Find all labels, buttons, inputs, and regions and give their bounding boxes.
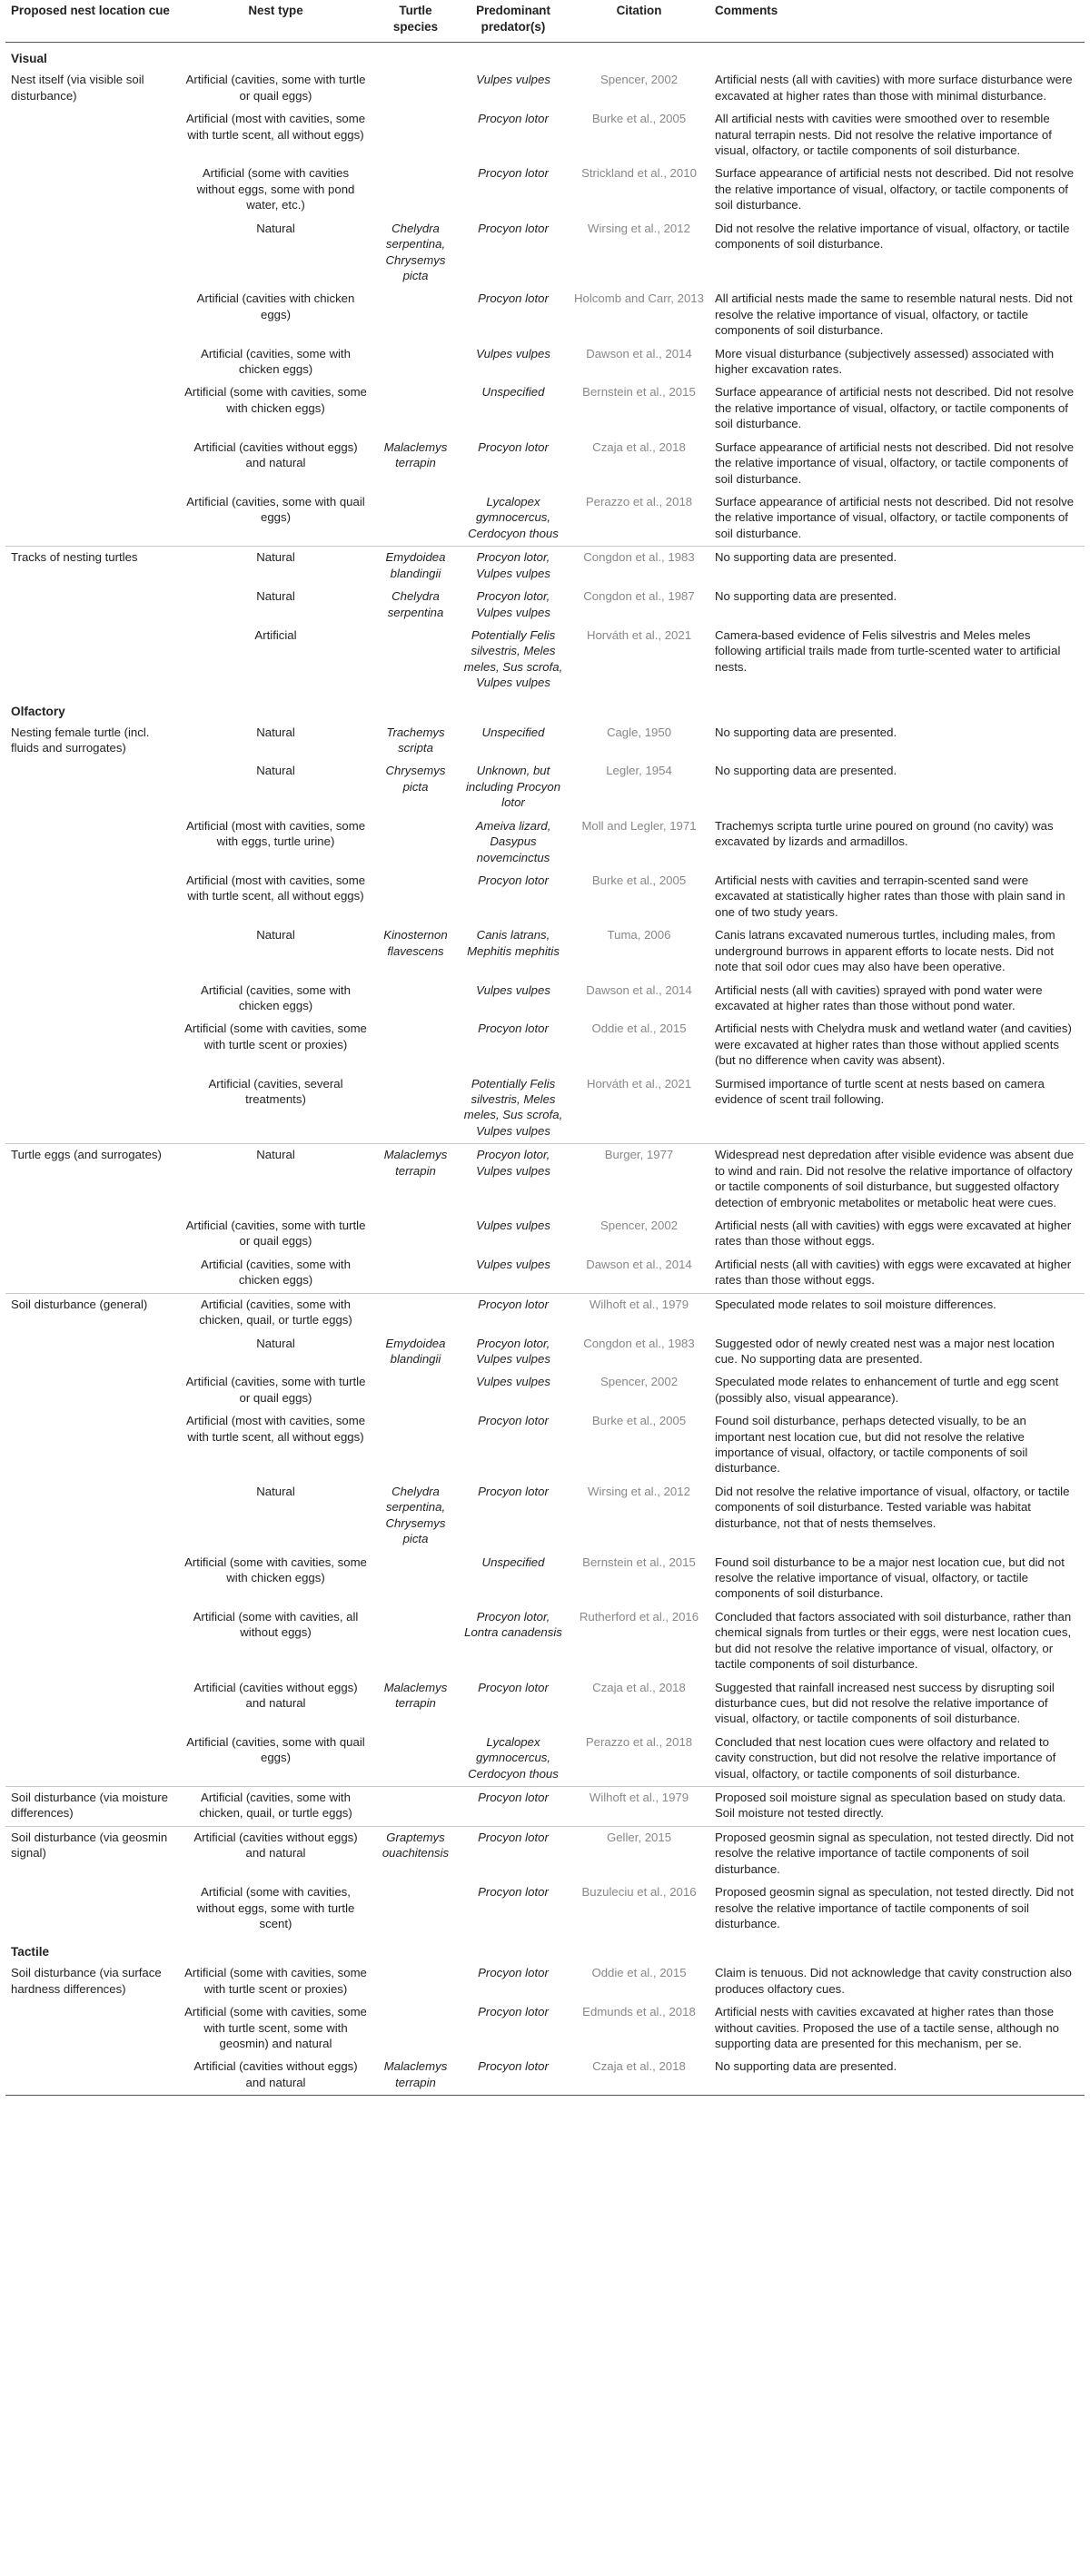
row-citation-cell: Czaja et al., 2018: [592, 1680, 686, 1694]
row-predator-cell: Unspecified: [481, 1554, 545, 1569]
table-row: [5, 2056, 1085, 2095]
table-row: [5, 870, 1085, 924]
table-row: [5, 1073, 1085, 1144]
row-nest-type-cell: Artificial (some with cavities, without eggs, some with turtle scent): [196, 1885, 355, 1931]
row-predator-cell: Procyon lotor: [458, 1787, 569, 1827]
row-species-cell: [373, 815, 458, 870]
table-row: [5, 980, 1085, 1019]
row-comment-cell: Suggested that rainfall increased nest success by disrupting soil disturbance cues, but did not resolve the relative importance of visual, olfactory, or tactile components of soil disturbance.: [715, 1680, 1055, 1726]
row-nest-type-cell: Artificial (some with cavities without eggs, some with pond water, etc.): [196, 166, 355, 212]
row-species-cell: Malaclemys terrapin: [373, 2056, 458, 2095]
row-cue-cell: [5, 288, 178, 342]
row-citation-cell: Geller, 2015: [569, 1826, 709, 1881]
row-comment-cell: No supporting data are presented.: [715, 589, 897, 604]
row-cue-cell: Soil disturbance (general): [5, 1293, 178, 1332]
row-comment-cell: Artificial nests with cavities and terrapin-scented sand were excavated at statistically higher rates than those with plain sand in one of two study years.: [715, 873, 1065, 919]
row-predator-cell: Potentially Felis silvestris, Meles meles, Sus scrofa, Vulpes vulpes: [463, 627, 563, 690]
row-cue-cell: [5, 1410, 178, 1481]
row-predator-cell: Procyon lotor: [478, 1680, 549, 1694]
row-cue-cell: [5, 1677, 178, 1732]
row-nest-type-cell: Natural: [256, 589, 295, 604]
section-title: Olfactory: [11, 704, 65, 718]
row-comment-cell: Speculated mode relates to soil moisture differences.: [709, 1293, 1085, 1332]
table-header: [5, 0, 1085, 43]
row-species-cell: [373, 980, 458, 1019]
row-nest-type-cell: Artificial (cavities without eggs) and natural: [193, 1680, 358, 1710]
row-species-cell: [373, 2001, 458, 2056]
table-row: [5, 163, 1085, 217]
row-predator-cell: Procyon lotor, Vulpes vulpes: [458, 1144, 569, 1215]
row-citation-cell: Edmunds et al., 2018: [582, 2005, 696, 2019]
row-cue-cell: Soil disturbance (via geosmin signal): [5, 1826, 178, 1881]
table-row: [5, 491, 1085, 547]
row-citation-cell: Wirsing et al., 2012: [588, 221, 690, 235]
row-citation-cell: Spencer, 2002: [600, 1218, 679, 1232]
row-comment-cell: No supporting data are presented.: [715, 764, 897, 778]
table-row: [5, 924, 1085, 979]
row-species-cell: [373, 1732, 458, 1787]
row-citation-cell: Congdon et al., 1983: [583, 1336, 695, 1350]
row-nest-type-cell: Artificial (cavities, some with turtle or quail eggs): [185, 73, 366, 103]
row-citation-cell: Oddie et al., 2015: [591, 1966, 687, 1980]
row-comment-cell: Surface appearance of artificial nests not described. Did not resolve the relative importance of visual, olfactory, or tactile components of soil disturbance.: [715, 495, 1075, 540]
row-citation-cell: Perazzo et al., 2018: [585, 495, 693, 509]
table-row: [5, 1826, 1085, 1881]
table-row: [5, 815, 1085, 870]
row-predator-cell: Procyon lotor, Vulpes vulpes: [458, 547, 569, 586]
row-citation-cell: Burke et al., 2005: [591, 112, 687, 126]
row-species-cell: Trachemys scripta: [386, 725, 445, 755]
row-nest-type-cell: Artificial (some with cavities, some with chicken eggs): [184, 385, 367, 415]
row-cue-cell: [5, 625, 178, 696]
table-row: [5, 1215, 1085, 1254]
section-title: Tactile: [11, 1945, 50, 1959]
row-comment-cell: Surface appearance of artificial nests not described. Did not resolve the relative importance of visual, olfactory, or tactile components of soil disturbance.: [715, 166, 1075, 212]
row-citation-cell: Spencer, 2002: [600, 73, 679, 87]
header-citation: Citation: [569, 0, 709, 43]
row-citation-cell: Rutherford et al., 2016: [579, 1609, 699, 1624]
row-citation-cell: Cagle, 1950: [606, 725, 672, 739]
row-citation-cell: Holcomb and Carr, 2013: [574, 291, 704, 306]
row-species-cell: [373, 1018, 458, 1072]
row-nest-type-cell: Natural: [178, 547, 373, 586]
row-comment-cell: Artificial nests (all with cavities) with more surface disturbance were excavated at higher rates than those with minimal disturbance.: [715, 73, 1073, 103]
row-predator-cell: Procyon lotor: [478, 873, 549, 887]
row-predator-cell: Potentially Felis silvestris, Meles meles, Sus scrofa, Vulpes vulpes: [463, 1076, 563, 1138]
row-species-cell: [373, 1293, 458, 1332]
row-cue-cell: [5, 1254, 178, 1293]
row-cue-cell: [5, 2056, 178, 2095]
row-cue-cell: [5, 586, 178, 625]
row-cue-cell: [5, 108, 178, 163]
section-title: Visual: [11, 52, 47, 66]
table-row: [5, 2001, 1085, 2056]
row-nest-type-cell: Artificial (cavities with chicken eggs): [196, 291, 355, 321]
row-citation-cell: Spencer, 2002: [600, 1375, 679, 1389]
row-predator-cell: Vulpes vulpes: [476, 1375, 550, 1389]
table-row: [5, 218, 1085, 289]
row-species-cell: [373, 1881, 458, 1936]
row-species-cell: [373, 1962, 458, 2001]
row-cue-cell: [5, 1881, 178, 1936]
row-species-cell: [373, 1254, 458, 1293]
section-header-row: [5, 696, 1085, 722]
row-citation-cell: Wilhoft et al., 1979: [569, 1293, 709, 1332]
row-nest-type-cell: Artificial (cavities without eggs) and natural: [178, 1826, 373, 1881]
header-row: [5, 0, 1085, 43]
row-predator-cell: Procyon lotor: [478, 1022, 549, 1036]
row-nest-type-cell: Natural: [178, 1144, 373, 1215]
row-citation-cell: Perazzo et al., 2018: [585, 1734, 693, 1749]
table-row: [5, 1552, 1085, 1606]
row-predator-cell: Procyon lotor, Vulpes vulpes: [476, 1336, 550, 1366]
row-nest-type-cell: Artificial (cavities, some with quail eggs): [186, 495, 365, 525]
row-cue-cell: [5, 343, 178, 382]
row-comment-cell: No supporting data are presented.: [709, 2056, 1085, 2095]
row-citation-cell: Dawson et al., 2014: [586, 346, 692, 360]
row-comment-cell: Artificial nests with cavities excavated at higher rates than those without cavities. Proposed the use of a tactile sense, although no supporting data are presented for this mechanism, per se.: [715, 2005, 1060, 2051]
row-nest-type-cell: Artificial (cavities without eggs) and natural: [193, 439, 358, 470]
row-nest-type-cell: Artificial (cavities, some with quail eggs): [186, 1734, 365, 1765]
nest-cue-table: [5, 0, 1085, 2096]
row-citation-cell: Horváth et al., 2021: [586, 1076, 692, 1091]
row-predator-cell: Vulpes vulpes: [476, 73, 550, 87]
row-cue-cell: Soil disturbance (via surface hardness differences): [11, 1966, 162, 1996]
row-citation-cell: Bernstein et al., 2015: [582, 1554, 696, 1569]
row-predator-cell: Procyon lotor: [478, 166, 549, 181]
table-body: [5, 43, 1085, 2096]
row-nest-type-cell: Artificial (cavities, some with chicken, quail, or turtle eggs): [178, 1787, 373, 1827]
row-citation-cell: Dawson et al., 2014: [586, 1257, 692, 1271]
row-predator-cell: Procyon lotor: [458, 1293, 569, 1332]
row-cue-cell: [5, 1333, 178, 1372]
row-nest-type-cell: Natural: [256, 221, 295, 235]
row-predator-cell: Procyon lotor: [478, 1885, 549, 1900]
row-comment-cell: Proposed geosmin signal as speculation, not tested directly. Did not resolve the relative importance of tactile components of soil disturbance.: [709, 1826, 1085, 1881]
row-nest-type-cell: Natural: [256, 764, 295, 778]
row-species-cell: Chelydra serpentina: [387, 589, 444, 619]
row-comment-cell: No supporting data are presented.: [715, 725, 897, 739]
table-row: [5, 1787, 1085, 1827]
row-nest-type-cell: Artificial (cavities, some with chicken, quail, or turtle eggs): [178, 1293, 373, 1332]
row-cue-cell: [5, 381, 178, 436]
row-species-cell: Emydoidea blandingii: [373, 547, 458, 586]
section-header-row: [5, 1936, 1085, 1962]
row-cue-cell: [5, 815, 178, 870]
row-citation-cell: Oddie et al., 2015: [591, 1022, 687, 1036]
row-cue-cell: [5, 1371, 178, 1410]
row-species-cell: [373, 163, 458, 217]
row-predator-cell: Procyon lotor: [478, 291, 549, 306]
row-comment-cell: Artificial nests with Chelydra musk and wetland water (and cavities) were excavated at higher rates than those without applied scents (but no difference when cavity was absent).: [715, 1022, 1072, 1068]
table-row: [5, 381, 1085, 436]
row-cue-cell: [5, 870, 178, 924]
row-citation-cell: Wirsing et al., 2012: [588, 1484, 690, 1498]
row-citation-cell: Bernstein et al., 2015: [582, 385, 696, 400]
row-citation-cell: Burger, 1977: [569, 1144, 709, 1215]
row-comment-cell: Proposed geosmin signal as speculation, not tested directly. Did not resolve the relative importance of tactile components of soil disturbance.: [715, 1885, 1074, 1931]
row-species-cell: [373, 343, 458, 382]
row-species-cell: Malaclemys terrapin: [383, 1680, 448, 1710]
row-cue-cell: [5, 218, 178, 289]
table-row: [5, 437, 1085, 491]
row-cue-cell: Tracks of nesting turtles: [5, 547, 178, 586]
header-cue: Proposed nest location cue: [5, 0, 178, 43]
row-predator-cell: Procyon lotor: [478, 1414, 549, 1428]
row-nest-type-cell: Artificial: [254, 627, 297, 642]
row-predator-cell: Lycalopex gymnocercus, Cerdocyon thous: [468, 495, 559, 540]
row-species-cell: [373, 108, 458, 163]
row-comment-cell: Artificial nests (all with cavities) sprayed with pond water were excavated at higher rates than those without pond water.: [715, 982, 1043, 1012]
row-nest-type-cell: Natural: [256, 1484, 295, 1498]
row-species-cell: [373, 1215, 458, 1254]
header-comments: Comments: [709, 0, 1085, 43]
row-citation-cell: Horváth et al., 2021: [586, 627, 692, 642]
row-species-cell: [373, 381, 458, 436]
row-predator-cell: Vulpes vulpes: [476, 1218, 550, 1232]
row-nest-type-cell: Artificial (most with cavities, some with turtle scent, all without eggs): [185, 873, 366, 903]
row-citation-cell: Burke et al., 2005: [591, 1414, 687, 1428]
row-cue-cell: [5, 980, 178, 1019]
row-citation-cell: Moll and Legler, 1971: [581, 818, 697, 833]
row-nest-type-cell: Artificial (cavities, some with turtle or quail eggs): [185, 1375, 366, 1405]
row-species-cell: [373, 1606, 458, 1677]
row-predator-cell: Procyon lotor: [478, 221, 549, 235]
row-citation-cell: Strickland et al., 2010: [581, 166, 697, 181]
header-turtle-species: Turtle species: [373, 0, 458, 43]
row-nest-type-cell: Artificial (some with cavities, some with turtle scent, some with geosmin) and natural: [184, 2005, 367, 2051]
row-species-cell: [373, 1371, 458, 1410]
row-cue-cell: [5, 491, 178, 547]
row-comment-cell: Surmised importance of turtle scent at nests based on camera evidence of scent trail following.: [715, 1076, 1045, 1107]
row-comment-cell: Suggested odor of newly created nest was a major nest location cue. No supporting data are presented.: [715, 1336, 1055, 1366]
row-cue-cell: [5, 1215, 178, 1254]
row-comment-cell: Artificial nests (all with cavities) with eggs were excavated at higher rates than those without eggs.: [715, 1257, 1072, 1288]
table-row: [5, 288, 1085, 342]
row-cue-cell: [5, 924, 178, 979]
table-row: [5, 343, 1085, 382]
row-nest-type-cell: Artificial (cavities, some with chicken eggs): [201, 1257, 351, 1288]
row-cue-cell: [5, 1552, 178, 1606]
row-citation-cell: Dawson et al., 2014: [586, 982, 692, 997]
row-nest-type-cell: Artificial (cavities, some with chicken eggs): [201, 346, 351, 377]
table-row: [5, 1018, 1085, 1072]
row-citation-cell: Congdon et al., 1983: [569, 547, 709, 586]
row-predator-cell: Vulpes vulpes: [476, 346, 550, 360]
row-comment-cell: Found soil disturbance to be a major nest location cue, but did not resolve the relative importance of visual, olfactory, or tactile components of soil disturbance.: [715, 1554, 1065, 1601]
table-row: [5, 1606, 1085, 1677]
table-row: [5, 1371, 1085, 1410]
row-comment-cell: Widespread nest depredation after visible evidence was absent due to wind and rain. Did not resolve the relative importance of olfactory or tactile components of soil disturbance, but suggested olfactory detection of embryonic metabolites or metabolic heat were cues.: [709, 1144, 1085, 1215]
row-species-cell: Emydoidea blandingii: [385, 1336, 446, 1366]
row-predator-cell: Procyon lotor: [478, 112, 549, 126]
row-nest-type-cell: Artificial (some with cavities, some with turtle scent or proxies): [184, 1966, 367, 1996]
table-row: [5, 108, 1085, 163]
row-predator-cell: Procyon lotor, Lontra canadensis: [464, 1609, 562, 1640]
row-comment-cell: Trachemys scripta turtle urine poured on ground (no cavity) was excavated by lizards and armadillos.: [715, 818, 1054, 849]
row-citation-cell: Congdon et al., 1987: [583, 589, 695, 604]
row-comment-cell: Camera-based evidence of Felis silvestris and Meles meles following artificial trails made from turtle-scented water to artificial nests.: [715, 627, 1061, 674]
table-row: [5, 722, 1085, 761]
row-species-cell: Kinosternon flavescens: [383, 928, 448, 958]
row-comment-cell: Concluded that nest location cues were olfactory and related to cavity construction, but did not resolve the relative importance of visual, olfactory, or tactile components of soil disturbance.: [715, 1734, 1056, 1781]
table-row: [5, 1481, 1085, 1552]
row-nest-type-cell: Artificial (cavities, some with turtle or quail eggs): [185, 1218, 366, 1249]
table-row: [5, 625, 1085, 696]
row-predator-cell: Procyon lotor: [478, 1484, 549, 1498]
row-cue-cell: Nesting female turtle (incl. fluids and surrogates): [11, 725, 150, 755]
row-species-cell: Chelydra serpentina, Chrysemys picta: [385, 1484, 446, 1546]
row-comment-cell: Claim is tenuous. Did not acknowledge that cavity construction also produces olfactory cues.: [715, 1966, 1072, 1996]
row-citation-cell: Czaja et al., 2018: [592, 439, 686, 454]
row-citation-cell: Tuma, 2006: [607, 928, 671, 943]
row-nest-type-cell: Artificial (some with cavities, all without eggs): [193, 1609, 359, 1640]
header-predators: Predominant predator(s): [458, 0, 569, 43]
row-predator-cell: Unspecified: [481, 385, 545, 400]
row-comment-cell: More visual disturbance (subjectively assessed) associated with higher excavation rates.: [715, 346, 1055, 377]
row-predator-cell: Unspecified: [481, 725, 545, 739]
row-cue-cell: [5, 1732, 178, 1787]
row-cue-cell: [5, 1073, 178, 1144]
row-nest-type-cell: Artificial (some with cavities, some with turtle scent or proxies): [184, 1022, 367, 1051]
row-species-cell: [373, 288, 458, 342]
row-citation-cell: Burke et al., 2005: [591, 873, 687, 887]
row-species-cell: Chrysemys picta: [385, 764, 446, 794]
row-species-cell: [373, 491, 458, 547]
row-species-cell: [373, 1787, 458, 1827]
table-row: [5, 69, 1085, 108]
row-species-cell: [373, 1410, 458, 1481]
row-species-cell: [373, 1073, 458, 1144]
row-species-cell: Chelydra serpentina, Chrysemys picta: [385, 221, 446, 282]
row-nest-type-cell: Artificial (cavities, several treatments): [208, 1076, 343, 1107]
table-row: [5, 1881, 1085, 1936]
row-cue-cell: [5, 163, 178, 217]
row-citation-cell: Wilhoft et al., 1979: [569, 1787, 709, 1827]
row-comment-cell: No supporting data are presented.: [709, 547, 1085, 586]
row-predator-cell: Procyon lotor: [458, 1826, 569, 1881]
table-row: [5, 1410, 1085, 1481]
row-nest-type-cell: Natural: [256, 725, 295, 739]
row-comment-cell: Surface appearance of artificial nests not described. Did not resolve the relative importance of visual, olfactory, or tactile components of soil disturbance.: [715, 439, 1075, 486]
row-nest-type-cell: Artificial (most with cavities, some with turtle scent, all without eggs): [185, 112, 366, 142]
row-nest-type-cell: Artificial (most with cavities, some with turtle scent, all without eggs): [185, 1414, 366, 1444]
row-cue-cell: [5, 1606, 178, 1677]
table-row: [5, 1293, 1085, 1332]
table-row: [5, 586, 1085, 625]
row-comment-cell: Did not resolve the relative importance of visual, olfactory, or tactile components of soil disturbance. Tested variable was habitat disturbance, not that of nests themselves.: [715, 1484, 1070, 1530]
row-citation-cell: Legler, 1954: [606, 764, 672, 778]
row-species-cell: [373, 625, 458, 696]
document-page: [5, 0, 1085, 2096]
table-row: [5, 1333, 1085, 1372]
row-comment-cell: Artificial nests (all with cavities) with eggs were excavated at higher rates than those without eggs.: [715, 1218, 1072, 1249]
row-predator-cell: Procyon lotor: [478, 2005, 549, 2019]
row-nest-type-cell: Artificial (cavities without eggs) and natural: [178, 2056, 373, 2095]
row-cue-cell: Turtle eggs (and surrogates): [5, 1144, 178, 1215]
table-row: [5, 1677, 1085, 1732]
row-species-cell: [373, 870, 458, 924]
row-predator-cell: Unknown, but including Procyon lotor: [465, 764, 561, 810]
table-row: [5, 1732, 1085, 1787]
row-species-cell: [373, 69, 458, 108]
row-comment-cell: Canis latrans excavated numerous turtles, including males, from underground burrows in apparent efforts to locate nests. Did not note that soil odor cues may also have been operative.: [715, 928, 1055, 974]
row-cue-cell: [5, 1018, 178, 1072]
row-predator-cell: Procyon lotor: [478, 439, 549, 454]
row-nest-type-cell: Natural: [256, 1336, 295, 1350]
table-row: [5, 1254, 1085, 1293]
table-row: [5, 1962, 1085, 2001]
row-predator-cell: Canis latrans, Mephitis mephitis: [467, 928, 560, 958]
row-predator-cell: Vulpes vulpes: [476, 982, 550, 997]
row-citation-cell: Buzuleciu et al., 2016: [581, 1885, 697, 1900]
row-cue-cell: [5, 760, 178, 814]
row-nest-type-cell: Natural: [256, 928, 295, 943]
row-predator-cell: Procyon lotor: [478, 1966, 549, 1980]
row-predator-cell: Procyon lotor: [458, 2056, 569, 2095]
table-row: [5, 760, 1085, 814]
row-nest-type-cell: Artificial (some with cavities, some with chicken eggs): [184, 1554, 367, 1584]
row-predator-cell: Procyon lotor, Vulpes vulpes: [476, 589, 550, 619]
row-comment-cell: Concluded that factors associated with soil disturbance, rather than chemical signals from turtles or their eggs, were nest location cues, but did not resolve the relative importance of visual, olfactory, or tactile components of soil disturbance.: [715, 1609, 1072, 1672]
row-comment-cell: Speculated mode relates to enhancement of turtle and egg scent (possibly also, visual appearance).: [715, 1375, 1059, 1405]
row-species-cell: [373, 1552, 458, 1606]
row-comment-cell: All artificial nests with cavities were smoothed over to resemble natural terrapin nests. Did not resolve the relative importance of visual, olfactory, or tactile components of soil disturbance.: [715, 112, 1052, 157]
row-nest-type-cell: Artificial (cavities, some with chicken eggs): [201, 982, 351, 1012]
row-species-cell: Malaclemys terrapin: [373, 1144, 458, 1215]
row-predator-cell: Vulpes vulpes: [476, 1257, 550, 1271]
row-citation-cell: Czaja et al., 2018: [569, 2056, 709, 2095]
row-comment-cell: Found soil disturbance, perhaps detected visually, to be an important nest location cue, but did not resolve the relative importance of visual, olfactory, or tactile components of soil disturbance.: [715, 1414, 1028, 1476]
row-comment-cell: Surface appearance of artificial nests not described. Did not resolve the relative importance of visual, olfactory, or tactile components of soil disturbance.: [715, 385, 1075, 431]
row-predator-cell: Ameiva lizard, Dasypus novemcinctus: [475, 818, 551, 864]
row-species-cell: Malaclemys terrapin: [383, 439, 448, 470]
row-cue-cell: [5, 437, 178, 491]
row-comment-cell: Proposed soil moisture signal as speculation based on study data. Soil moisture not tested directly.: [709, 1787, 1085, 1827]
row-comment-cell: Did not resolve the relative importance of visual, olfactory, or tactile components of soil disturbance.: [715, 221, 1070, 252]
header-nest-type: Nest type: [178, 0, 373, 43]
row-comment-cell: All artificial nests made the same to resemble natural nests. Did not resolve the relative importance of visual, olfactory, or tactile components of soil disturbance.: [715, 291, 1073, 338]
row-cue-cell: Soil disturbance (via moisture differences): [5, 1787, 178, 1827]
table-row: [5, 547, 1085, 586]
row-species-cell: Graptemys ouachitensis: [373, 1826, 458, 1881]
table-row: [5, 1144, 1085, 1215]
row-cue-cell: Nest itself (via visible soil disturbance): [11, 73, 144, 103]
row-predator-cell: Lycalopex gymnocercus, Cerdocyon thous: [468, 1734, 559, 1781]
section-header-row: [5, 43, 1085, 69]
row-nest-type-cell: Artificial (most with cavities, some with eggs, turtle urine): [185, 818, 366, 849]
row-cue-cell: [5, 2001, 178, 2056]
row-cue-cell: [5, 1481, 178, 1552]
